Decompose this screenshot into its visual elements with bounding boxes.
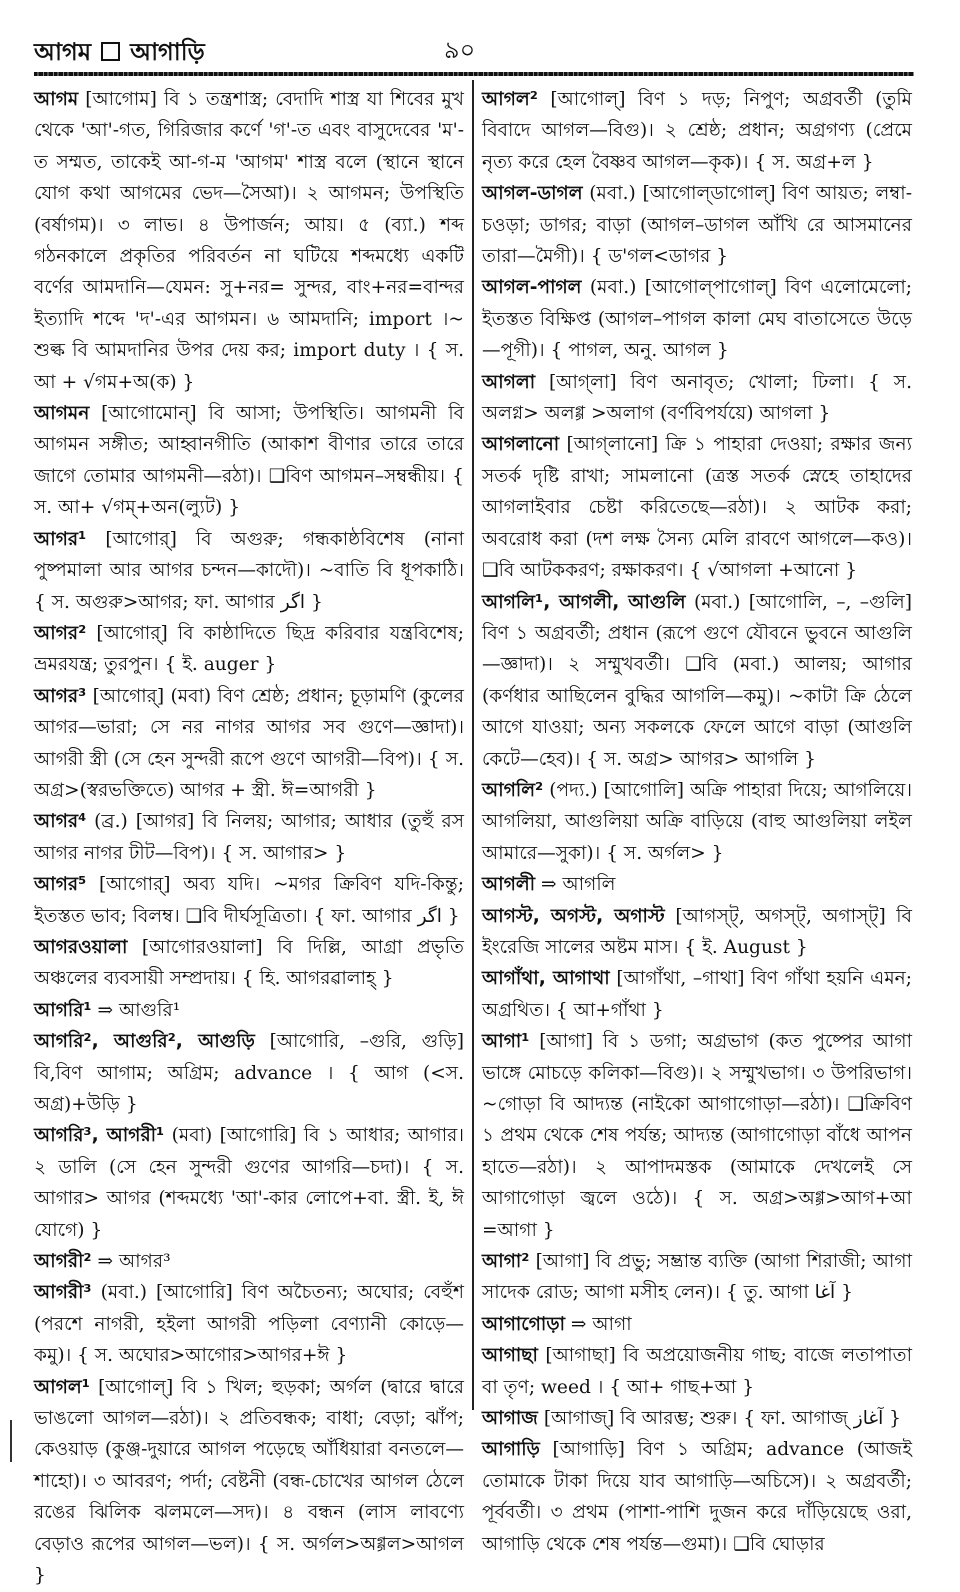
- dictionary-entry: [34, 1026, 464, 1120]
- dictionary-entry: [34, 932, 464, 995]
- entry-definition: [আগোল্] বিণ ১ দড়; নিপুণ; অগ্রবর্তী (তুমি বিবাদে আগল—বিগু)। ২ শ্রেষ্ঠ; প্রধান; অগ্রগণ্য (প্রেমে নৃত্য করে হেল বৈষ্ণব আগল—কৃক)। { স. অগ্র+ল }: [482, 89, 912, 173]
- entry-headword: আগরি¹: [34, 999, 92, 1021]
- entry-definition: (মবা.) [আগোল্‌ডাগোল্] বিণ আয়ত; লম্বা-চওড়া; ডাগর; বাড়া (আগল–ডাগল আঁখি রে আসমানের তারা—মৈগী)। { ড'গল<ডাগর }: [482, 183, 912, 268]
- entry-definition: [আগ্‌লা] বিণ অনাবৃত; খোলা; ঢিলা। { স. অলগ্ন> অলগ্গ >অলাগ (বর্ণবিপর্যয়ে) আগলা }: [482, 371, 912, 425]
- entry-definition: (মবা.) [আগোলি, –, –গুলি] বিণ ১ অগ্রবর্তী; প্রধান (রূপে গুণে যৌবনে ভুবনে আগুলি—জ্ঞাদা)। ২ সম্মুখবর্তী। ❑বি (মবা.) আলয়; আগার (কর্ণধার আছিলেন বুদ্ধির আগলি—কমু)। ~কাটা ক্রি ঠেলে আগে যাওয়া; অন্য সকলকে ফেলে আগে বাড়া (আগুলি কেটে—হেব)। { স. অগ্র> আগর> আগলি }: [482, 591, 912, 770]
- entry-definition: ⇒ আগুরি¹: [97, 999, 181, 1021]
- entry-definition: [আগাজ্] বি আরম্ভ; শুরু। { ফা. আগাজ্ آغاز }: [543, 1408, 902, 1430]
- entry-definition: [আগাড়ি] বিণ ১ অগ্রিম; advance (আজই তোমাকে টাকা দিয়ে যাব আগাড়ি—অচিসে)। ২ অগ্রবর্তী; পূর্ববর্তী। ৩ প্রথম (পাশা-পাশি দুজন করে দাঁড়িয়েছে ওরা, আগাড়ি থেকে শেষ পর্যন্ত—গুমা)। ❑বি ঘোড়ার: [482, 1439, 912, 1555]
- entry-headword: আগরী²: [34, 1251, 92, 1273]
- guide-words: [34, 34, 205, 74]
- entry-definition: [আগা] বি ১ ডগা; অগ্রভাগ (কত পুষ্পের আগা ভাঙ্গে মোচড়ে কলিকা—বিগু)। ২ সম্মুখভাগ। ৩ উপরিভাগ। ~গোড়া বি আদ্যন্ত (নাইকো আগাগোড়া—রঠা)। ❑ক্রিবিণ ১ প্রথম থেকে শেষ পর্যন্ত; আদ্যন্ত (আগাগোড়া বাঁধে আপন হাতে—রঠা)। ২ আপাদমস্তক (আমাকে দেখলেই সে আগাগোড়া জ্বলে ওঠে)। { স. অগ্র>অগ্গ>আগ+আ =আগা }: [482, 1031, 912, 1241]
- entry-headword: আগর³: [34, 685, 87, 707]
- entry-definition: [আগা] বি প্রভু; সম্ভ্রান্ত ব্যক্তি (আগা শিরাজী; আগা সাদেক রোড; আগা মসীহ লেন)। { তু. আগা آغا }: [482, 1251, 912, 1304]
- dictionary-entry: [34, 1277, 464, 1371]
- entry-headword: আগাড়ি: [482, 1439, 540, 1461]
- dictionary-entry: [482, 1434, 912, 1560]
- entry-definition: [আগোরি, –গুরি, গুড়ি] বি,বিণ আগাম; অগ্রিম; advance । { আগ (<স. অগ্র)+উড়ি }: [34, 1031, 464, 1115]
- entry-definition: (মবা) [আগোরি] বি ১ আধার; আগার। ২ ডালি (সে হেন সুন্দরী গুণের আগরি—চদা)। { স. আগার> আগর (শব্দমধ্যে 'আ'-কার লোপে+বা. স্ত্রী. ই, ঈ যোগে) }: [34, 1125, 464, 1241]
- column-divider: [472, 80, 474, 1410]
- dictionary-entry: [482, 1309, 912, 1340]
- entry-definition: ⇒ আগলি: [540, 874, 616, 896]
- guide-word-first: আগম: [34, 37, 92, 66]
- entry-definition: [আগোল্] বি ১ খিল; হুড়কা; অর্গল (দ্বারে দ্বারে ভাঙলো আগল—রঠা)। ২ প্রতিবন্ধক; বাধা; বেড়া; ঝাঁপ; কেওয়াড় (কুঞ্জ-দুয়ারে আগল পড়েছে আঁধিয়ারা বনতলে—শাহো)। ৩ আবরণ; পর্দা; বেষ্টনী (বন্ধ-চোখের আগল ঠেলে রঙের ঝিলিক ঝলমলে—সদ)। ৪ বন্ধন (লাস লাবণ্যে বেড়াও রূপের আগল—ভল)। { স. অর্গল>অগ্গল>আগল }: [34, 1376, 464, 1587]
- dictionary-entry: [482, 1403, 912, 1434]
- header-rule: [34, 72, 914, 76]
- dictionary-entry: [482, 1026, 912, 1246]
- dictionary-entry: [34, 869, 464, 932]
- entry-headword: আগাছা: [482, 1345, 538, 1367]
- entry-definition: ⇒ আগা: [570, 1313, 632, 1335]
- dictionary-entry: [482, 775, 912, 869]
- entry-headword: আগর⁴: [34, 811, 87, 833]
- guide-word-last: আগাড়ি: [130, 37, 205, 66]
- margin-mark: [10, 1420, 12, 1462]
- dictionary-entry: [482, 1246, 912, 1309]
- dictionary-entry: [34, 681, 464, 807]
- entry-definition: [আগোমোন্] বি আসা; উপস্থিতি। আগমনী বি আগমন সঙ্গীত; আহ্বানগীতি (আকাশ বীণার তারে তারে জাগে তোমার আগমনী—রঠা)। ❑বিণ আগমন–সম্বন্ধীয়। { স. আ+ √গম্‌+অন(ল্যুট) }: [34, 403, 464, 519]
- entry-definition: [আগোর্] বি কাষ্ঠাদিতে ছিদ্র করিবার যন্ত্রবিশেষ; ভ্রমরযন্ত্র; তুরপুন। { ই. auger }: [34, 622, 464, 676]
- entry-definition: [আগোরওয়ালা] বি দিল্লি, আগ্রা প্রভৃতি অঞ্চলের ব্যবসায়ী সম্প্রদায়। { হি. আগরৱালাহ্ }: [34, 936, 464, 990]
- dictionary-entry: [482, 178, 912, 272]
- entry-headword: আগরী³: [34, 1282, 92, 1304]
- entry-headword: আগাজ: [482, 1408, 538, 1430]
- entry-definition: (মবা.) [আগোরি] বিণ অচৈতন্য; অঘোর; বেহুঁশ (পরশে নাগরী, হইলা আগরী পড়িলা বেণ্যানী কোড়ে—কমু)। { স. অঘোর>আগোর>আগর+ঈ }: [34, 1282, 464, 1367]
- entry-headword: আগা¹: [482, 1031, 530, 1053]
- entry-headword: আগমন: [34, 403, 90, 425]
- box-separator-icon: [101, 42, 120, 61]
- entry-headword: আগরওয়ালা: [34, 936, 128, 958]
- dictionary-entry: [34, 618, 464, 681]
- entry-headword: আগর⁵: [34, 874, 87, 896]
- entry-definition: [আগাছা] বি অপ্রয়োজনীয় গাছ; বাজে লতাপাতা বা তৃণ; weed । { আ+ গাছ+আ }: [482, 1345, 912, 1398]
- entry-definition: [আগ্‌লানো] ক্রি ১ পাহারা দেওয়া; রক্ষার জন্য সতর্ক দৃষ্টি রাখা; সামলানো (ত্রস্ত সতর্ক স্নেহে তাহাদের আগলাইবার চেষ্টা করিতেছে—রঠা)। ২ আটক করা; অবরোধ করা (দশ লক্ষ সৈন্য মেলি রাবণে আগলে—কও)। ❑বি আটককরণ; রক্ষাকরণ। { √আগলা +আনো }: [482, 434, 912, 582]
- dictionary-entry: [34, 524, 464, 618]
- dictionary-entry: [482, 272, 912, 366]
- page-number: ৯০: [444, 36, 476, 64]
- entry-definition: [আগোর্] অব্য যদি। ~মগর ক্রিবিণ যদি-কিন্তু; ইতস্তত ভাব; বিলম্ব। ❑বি দীর্ঘসূত্রিতা। { ফা. আগার اگر }: [34, 874, 464, 927]
- entry-headword: আগাঁথা, আগাথা: [482, 968, 610, 990]
- left-column: [34, 84, 464, 1587]
- dictionary-entry: [34, 84, 464, 398]
- entry-headword: আগস্ট, অগস্ট, অগাস্ট: [482, 905, 665, 927]
- entry-headword: আগলী: [482, 874, 536, 896]
- entry-headword: আগলি¹, আগলী, আগুলি: [482, 591, 686, 613]
- entry-definition: [আগোর্] (মবা) বিণ শ্রেষ্ঠ; প্রধান; চূড়ামণি (কুলের আগর—ভারা; সে নর নাগর আগর সব গুণে—জ্ঞাদা)। আগরী স্ত্রী (সে হেন সুন্দরী রূপে গুণে আগরী—বিপ)। { স. অগ্র>(স্বরভক্তিতে) আগর + স্ত্রী. ঈ=আগরী }: [34, 685, 464, 801]
- entry-definition: [আগোম] বি ১ তন্ত্রশাস্ত্র; বেদাদি শাস্ত্র যা শিবের মুখ থেকে 'আ'-গত, গিরিজার কর্ণে 'গ'-ত এবং বাসুদেবের 'ম'-ত সম্মত, তাকেই আ-গ-ম 'আগম' শাস্ত্র বলে (স্থানে স্থানে যোগ কথা আগমের ভেদ—সৈআ)। ২ আগমন; উপস্থিতি (বর্ষাগম)। ৩ লাভ। ৪ উপার্জন; আয়। ৫ (ব্যা.) শব্দ গঠনকালে প্রকৃতির পরিবর্তন না ঘটিয়ে শব্দমধ্যে একটি বর্ণের আমদানি—যেমন: সু+নর= সুন্দর, বাং+নর=বান্দর ইত্যাদি শব্দে 'দ'-এর আগমন। ৬ আমদানি; import ।~ শুল্ক বি আমদানির উপর দেয় কর; import duty । { স. আ + √গম+অ(ক) }: [34, 89, 464, 393]
- entry-headword: আগলানো: [482, 434, 560, 456]
- entry-headword: আগল²: [482, 89, 538, 110]
- entry-headword: আগলি²: [482, 779, 544, 801]
- dictionary-entry: [482, 367, 912, 430]
- entry-headword: আগল-পাগল: [482, 277, 582, 299]
- entry-headword: আগলা: [482, 371, 536, 393]
- entry-definition: (মবা.) [আগোল্‌পাগোল্] বিণ এলোমেলো; ইতস্তত বিক্ষিপ্ত (আগল–পাগল কালা মেঘ বাতাসেতে উড়ে—পূগী)। { পাগল, অনু. আগল }: [482, 277, 912, 362]
- dictionary-entry: [34, 1246, 464, 1277]
- entry-headword: আগম: [34, 89, 79, 110]
- entry-headword: আগর²: [34, 622, 87, 644]
- entry-headword: আগাগোড়া: [482, 1313, 565, 1335]
- entry-headword: আগরি³, আগরী¹: [34, 1125, 165, 1147]
- dictionary-entry: [482, 901, 912, 964]
- dictionary-entry: [34, 398, 464, 524]
- entry-definition: [আগোর্] বি অগুরু; গন্ধকাষ্ঠবিশেষ (নানা পুষ্পমালা আর আগর চন্দন—কাদৌ)। ~বাতি বি ধূপকাঠি। { স. অগুরু>আগর; ফা. আগার اگر }: [34, 528, 464, 613]
- entry-definition: (পদ্য.) [আগোলি] অক্রি পাহারা দিয়ে; আগলিয়ে। আগলিয়া, আগুলিয়া অক্রি বাড়িয়ে (বাহু আগুলিয়া লইল আমারে—সুকা)। { স. অর্গল> }: [482, 779, 912, 864]
- dictionary-entry: [482, 84, 912, 178]
- entry-headword: আগা²: [482, 1251, 530, 1273]
- entry-headword: আগরি², আগুরি², আগুড়ি: [34, 1031, 255, 1053]
- dictionary-entry: [34, 1372, 464, 1592]
- entry-definition: ⇒ আগর³: [97, 1251, 171, 1273]
- page-header: [34, 30, 914, 70]
- dictionary-entry: [34, 806, 464, 869]
- entry-headword: আগর¹: [34, 528, 87, 550]
- dictionary-entry: [482, 587, 912, 775]
- dictionary-entry: [482, 1340, 912, 1403]
- dictionary-entry: [34, 1120, 464, 1246]
- entry-headword: আগল-ডাগল: [482, 183, 583, 205]
- dictionary-entry: [482, 963, 912, 1026]
- dictionary-entry: [482, 429, 912, 586]
- dictionary-entry: [482, 869, 912, 900]
- right-column: [482, 84, 913, 1555]
- entry-headword: আগল¹: [34, 1376, 90, 1398]
- entry-definition: (ব্র.) [আগর] বি নিলয়; আগার; আধার (তুহুঁ রস আগর নাগর ঢীট—বিপ)। { স. আগার> }: [34, 811, 464, 864]
- entry-definition: [আগাঁথা, –গাথা] বিণ গাঁথা হয়নি এমন; অগ্রথিত। { আ+গাঁথা }: [482, 968, 913, 1021]
- entry-definition: [আগস্‌ট্, অগস্‌ট্, অগাস্‌ট্] বি ইংরেজি সালের অষ্টম মাস। { ই. August }: [482, 905, 912, 958]
- dictionary-entry: [34, 995, 464, 1026]
